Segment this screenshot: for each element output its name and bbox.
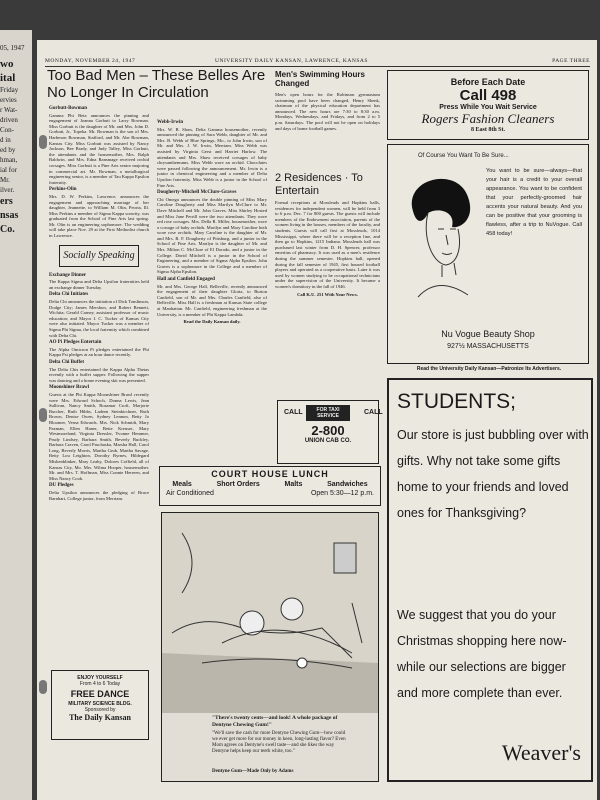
lunch-info xyxy=(160,488,380,499)
socially-speaking-logo: Socially Speaking xyxy=(59,245,139,267)
weavers-heading: STUDENTS; xyxy=(397,390,517,413)
call-news-note: Call K.U. 251 With Your News. xyxy=(297,291,358,297)
menu-item: Short Orders xyxy=(216,481,260,488)
lunch-menu xyxy=(160,481,380,488)
story-text: Delta Chi announces the initiation of Dick Tomlinson, Dodge City; James Mershon, and Robert Bennett, Wichita; Gerald Carney, assistant professor of music education; and Mayor I. C. Tucker of Kansas City were also initiated. Mayor Tucker was a member of Sigma Phi Sigma, the local fraternity which combined with Delta Chi. xyxy=(49,299,149,338)
beauty-body: You want to be sure—always—that your hair is a credit to your overall appearance. You want to be confident that your perfectly-groomed hair accents your natural beauty. And you can be positive that your grooming is flawless, after a trip to NuVogue. Call 458 today! xyxy=(486,168,582,237)
prev-page-fragment: ilver. xyxy=(0,186,15,194)
weavers-ad xyxy=(387,378,593,782)
column-society-1 xyxy=(49,104,149,664)
beauty-address: 927½ MASSACHUSETTS xyxy=(447,343,529,350)
prev-page-fragment: ers xyxy=(0,196,13,207)
story-heading: Delta Chi Buffet xyxy=(49,359,84,365)
binder-hole xyxy=(39,408,47,422)
woman-portrait-illustration xyxy=(398,167,480,307)
page-header xyxy=(45,58,590,67)
story-text: Guests at the Phi Kappa Moonshiner Brawl recently were Mrs. Edward Schoch, Donna Lewis, Jean Sullivan, Nancy Smith, Rosamar Croft, Marjorie Burcher, Ruth Hibbs, Ladeen Steinkirchner, Ruth Brown, Denise Owen, Sydney Lennon, Betty Jo Bloomer, Verna Edwards. Mrs. Nick Schmidt, Mary Pazman, Ellen Haner, Bette Kreuser, Mary Westmoreland, Virginia Dressler, Yvonne Hemmer, Prudy Lindsey, Barbara Smith, Beverly Buckley, Barbara Craven, Carol Pruchaska, Marsha Hall, Carol Long, Beverly Morris, Martha Grub, Martha Savage, Betty Lou Leighton, Dorothy Byrnes, Hildegard Mishenblinker, Mary Leahy, Dolores Coffield, all of Kansas City, Mo. Mrs. Wilma Hooper, housemother. Mr. and Mrs. T. Hoffman, Miss Connie Herreen, and Miss Nancy Cook. xyxy=(49,391,149,481)
story-text: Men's open hours for the Robinson gymnasium swimming pool have been changed, Henry Shenk, chairman of the physical education department has announced. The new hours are 7:30 to 8:30 a.m. Mondays, Wednesdays, and Fridays, and from 2 to 5 p.m. Saturdays. The pool will not be open on holidays and days of home football games. xyxy=(275,92,380,131)
story-heading: Dougherty-Mitchell McClure-Graves xyxy=(157,190,237,196)
binder-hole xyxy=(39,680,47,694)
weavers-body-1: Our store is just bubbling over with gifts. Why not take some gifts home to your friends and loved ones for Thanksgiving? xyxy=(397,428,589,520)
prev-page-fragment: Friday xyxy=(0,86,19,94)
call-right: CALL xyxy=(364,409,383,416)
story-text: Gamma Phi Beta announces the pinning and engagement of Joanna Gorbutt to Larry Bowman. Miss Gorbutt is the daughter of Mr. and Mrs. John D. Gorbutt, Jr., Topeka. Mr. Bowman is the son of Mrs. Harbeson Bowman, Stafford, and Mr. Abe Bowman, Kansas City. Miss Gorbutt was assisted by Nancy Jackson, Bee Brady, and Judy Talley, Miss Gorbutt, the attendants and the housemother, Mrs. Ralph Baldwin, and Mrs. Edna Ransmage received orchid corsages. Miss Gorbutt is a Pine Arts senior majoring in commercial art. Mr. Bowman, a metallurgical engineering senior, is a member of Tau Kappa Epsilon fraternity. xyxy=(49,112,149,185)
prev-page-fragment: wo xyxy=(0,58,14,70)
lunch-title: COURT HOUSE LUNCH xyxy=(211,469,329,479)
newspaper-page xyxy=(37,40,597,800)
prev-page-fragment: driven xyxy=(0,116,18,124)
taxi-company: UNION CAB CO. xyxy=(304,438,352,444)
story-heading: Delta Chi Initiates xyxy=(49,292,89,298)
story-heading: Moonshiner Brawl xyxy=(49,385,90,391)
prev-page-fragment: Mr. xyxy=(0,176,10,184)
taxi-number: 2-800 xyxy=(311,423,345,438)
ad-line: From 4 to 6 Today xyxy=(79,681,121,687)
swim-story xyxy=(275,92,380,170)
prev-page-fragment: ital xyxy=(0,72,16,84)
story-heading: DU Pledges xyxy=(49,483,74,489)
ad-line: Before Each Date xyxy=(450,77,526,87)
beauty-shop-name: Nu Vogue Beauty Shop xyxy=(441,329,535,339)
prev-page-fragment: 05, 1947 xyxy=(0,44,25,52)
sleeping-children-illustration xyxy=(162,513,378,713)
header-paper: UNIVERSITY DAILY KANSAN, LAWRENCE, KANSAS xyxy=(215,58,368,64)
story-text: The Kappa Sigma and Delta Upsilon fraternities held an exchange dinner Tuesday. xyxy=(49,279,149,290)
beauty-lead: Of Course You Want To Be Sure... xyxy=(418,153,509,159)
nu-vogue-ad xyxy=(387,144,589,364)
ad-phone: Call 498 xyxy=(459,87,517,104)
header-page: PAGE THREE xyxy=(552,58,590,64)
prev-page-fragment: ervies xyxy=(0,96,17,104)
column-society-2 xyxy=(157,118,267,463)
dentyne-body: "We'll save the cash for more Dentyne Chewing Gum—how could we ever get more for our money in keen, long-lasting flavor? Even Mom agrees on Dentyne's swell taste—and she likes the way Dentyne helps keep our teeth white, too." xyxy=(212,731,346,754)
story-heading: Hall and Canfield Engaged xyxy=(157,277,215,283)
prev-page-fragment: hman, xyxy=(0,156,18,164)
ad-line: ENJOY YOURSELF xyxy=(77,675,123,681)
story-heading: Exchange Dinner xyxy=(49,272,87,278)
menu-item: Meals xyxy=(172,481,192,488)
lunch-air: Air Conditioned xyxy=(166,490,214,497)
residences-story xyxy=(275,200,380,395)
court-house-lunch-ad xyxy=(159,466,381,506)
menu-item: Sandwiches xyxy=(327,481,368,488)
story-heading: Perkins-Olin xyxy=(49,187,77,193)
dentyne-footer: Dentyne Gum—Made Only by Adams xyxy=(212,769,294,774)
lunch-hours: Open 5:30—12 p.m. xyxy=(310,490,374,497)
ad-business-name: Rogers Fashion Cleaners xyxy=(421,111,555,126)
previous-page-edge xyxy=(0,30,32,800)
story-text: Formal receptions at Mossleuds and Hopkins halls, residences for independent women, will be held from 3 to 6 p.m. Dec. 7 for 800 guests. The guests will include members of the Endowment association, parents of the women living in the houses, members of the faculty, and students. Guests will call first at Mossleuds, 1014 Mississippi, where there will be a reception line, and then go to Hopkins, 1215 Indiana. Mossleuds hall was purchased last winter from D. H. Spencer, professor emeritus of pharmacy. It was used as a men's residence during the summer semester. Hopkins hall, opened during the fall semester of 1945, first housed football players and operated as a cooperative basis. Later it was used by women studying to be occupational technicians under the supervision of the University. It became a women's dormitory in the fall of 1946. xyxy=(275,200,380,289)
binder-hole xyxy=(39,135,47,149)
prev-page-fragment: nsas xyxy=(0,210,19,221)
weavers-signature: Weaver's xyxy=(501,740,581,765)
prev-page-fragment: ed by xyxy=(0,146,16,154)
story-text: The Alpha Omicron Pi pledges entertained the Phi Kappa Psi pledges at an hour dance recently. xyxy=(49,346,149,358)
swim-headline: Men's Swimming Hours Changed xyxy=(275,70,365,88)
union-cab-ad xyxy=(277,400,383,464)
prev-page-fragment: Con- xyxy=(0,126,14,134)
ad-title: FREE DANCE xyxy=(70,689,130,699)
story-heading: AO Pi Pledges Entertain xyxy=(49,340,102,346)
main-headline: Too Bad Men – These Belles Are No Longer In Circulation xyxy=(47,67,266,101)
ad-line: The Daily Kansan xyxy=(69,713,131,722)
call-left: CALL xyxy=(284,409,303,416)
prev-page-fragment: r Wat- xyxy=(0,106,18,114)
story-text: Mrs. D. W. Perkins, Lawrence, announces the engagement and approaching marriage of her daughter, Jeannette, to William M. Olin, Peoria, Ill. Miss Perkins a member of Sigma Kappa sorority, was graduated from the School of Fine Arts last spring. Mr. Olin is an engineering sophomore. The wedding will take place Nov. 29 at the First Methodist church in Lawrence. xyxy=(49,193,149,239)
header-date: MONDAY, NOVEMBER 24, 1947 xyxy=(45,58,136,64)
prev-page-fragment: Co. xyxy=(0,224,15,235)
dentyne-ad xyxy=(161,512,379,782)
menu-item: Malts xyxy=(284,481,303,488)
story-text: Chi Omega announces the double pinning of Miss Mary Caroline Dougherty and Miss Marilyn McClure to Mr. Dave Mitchell and Mr. John Graves. Miss Shirley Hosted and Miss Jane Perrill were the two attendants. They wore red rose corsages. Mrs. Della R. Miller, housemother, wore a corsage of baby orchids. Marilyn and Mary Caroline both wore rose orchids. Mary Caroline is the daughter of Mr. and Mrs. R. F. Dougherty of Pittsburg, and a junior in the School of Fine Arts. Marilyn is the daughter of Mr. and Mrs. Milton C. McClure of El Dorado, and a junior in the College. David Mitchell is a junior in the School of Engineering, and a member of Sigma Alpha Epsilon. John Graves is a sophomore in the College and a member of Sigma Alpha Epsilon. xyxy=(157,196,267,275)
dentyne-caption: "There's twenty cents—and look! A whole package of Dentyne Chewing Gum!" xyxy=(212,715,338,728)
story-text: The Delta Chis entertained the Kappa Alpha Thetas recently with a buffet supper. Following the supper was dancing and a home evening skit was presented. xyxy=(49,366,149,383)
residences-headline: 2 Residences · To Entertain xyxy=(275,172,363,197)
story-heading: Webb-Irwin xyxy=(157,120,184,125)
free-dance-ad xyxy=(51,670,149,740)
ad-address: 8 East 8th St. xyxy=(470,127,505,133)
weavers-body-2: We suggest that you do your Christmas shopping here now-while our selections are bigger and more complete than ever. xyxy=(397,608,567,700)
taxi-banner: FOR TAXI SERVICE xyxy=(306,405,350,421)
prev-page-fragment: d in xyxy=(0,136,11,144)
read-kansan-note: Read the Daily Kansan daily. xyxy=(183,319,241,325)
story-text: Delta Upsilon announces the pledging of Bruce Barnhart, College junior, from Merriam. xyxy=(49,490,149,501)
story-text: Mr. and Mrs. George Hall, Belleville, recently announced the engagement of their daughter Gloria, to Burton Canfield, son of Mr. and Mrs. Charles Canfield, also of Belleville. Miss Hall is a freshman at Kansas State college at Manhattan. Mr. Canfield, engineering freshman at the University, is a member of Phi Kappa Lambda. xyxy=(157,283,267,317)
story-heading: Gorbutt-Bowman xyxy=(49,106,88,111)
ad-line: Sponsored by xyxy=(84,707,116,713)
ad-line: MILITARY SCIENCE BLDG. xyxy=(68,701,132,707)
story-text: Mrs. W. B. Shaw, Delta Gamma housemother, recently announced the pinning of Sara Webb, daughter of Mr. and Mrs. B. Webb of Blue Springs, Mo., to John Irwin, son of Mr. and Mrs. J. W. Irwin, Merriam. Miss Webb was assisted by Virginia Gerst and Harriet Harlow. The attendants and Mrs. Shaw received corsages of baby chrysanthemums. Miss Webb wore an orchid. Chocolates were passed following the announcement. Mr. Irwin is a junior in chemical engineering and a member of Delta Upsilon fraternity. Miss Webb is a junior in the School of Fine Arts. xyxy=(157,126,267,188)
patronize-note: Read the University Daily Kansan—Patronize Its Advertisers. xyxy=(416,366,562,372)
prev-page-fragment: ial for xyxy=(0,166,17,174)
rogers-cleaners-ad xyxy=(387,70,589,140)
ad-line: Press While You Wait Service xyxy=(439,104,537,111)
